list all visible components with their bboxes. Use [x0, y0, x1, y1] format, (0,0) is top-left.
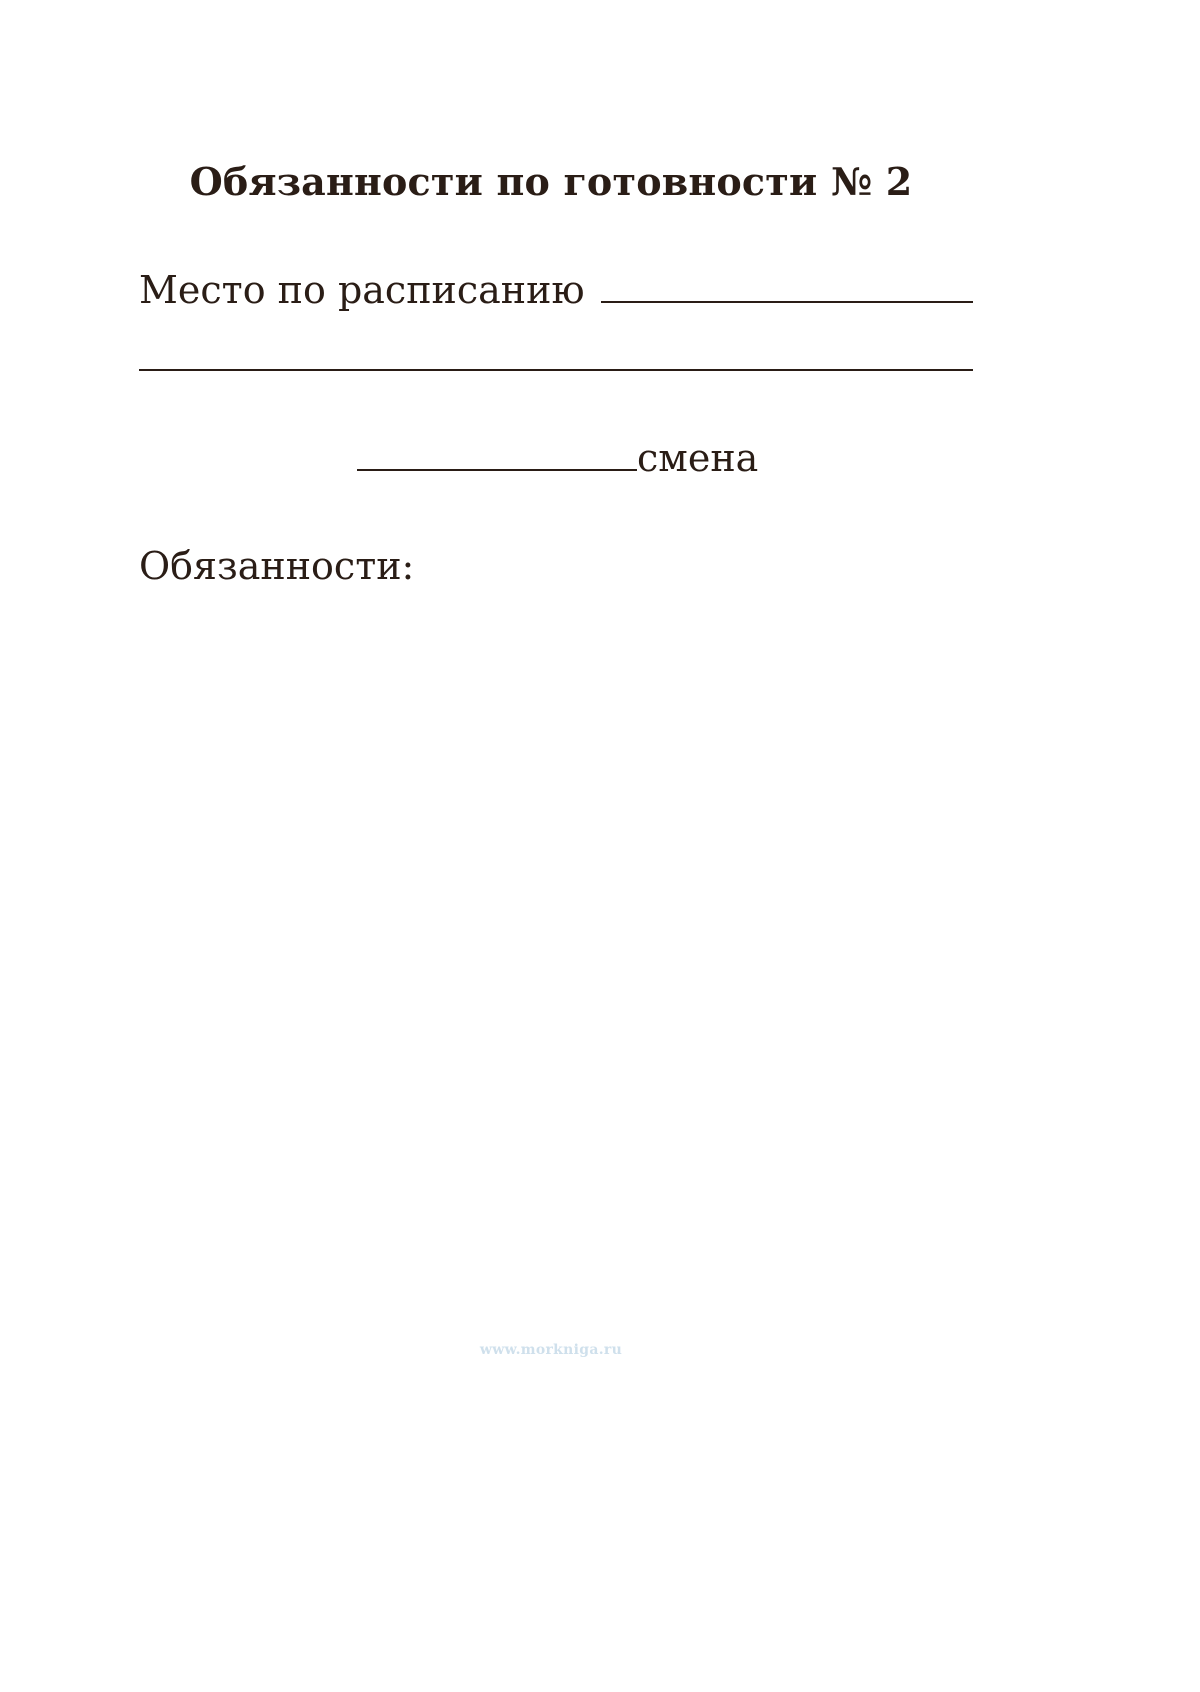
place-blank-line	[601, 301, 973, 303]
shift-label: смена	[637, 436, 759, 480]
page-title: Обязанности по готовности № 2	[189, 159, 913, 204]
place-field-row	[139, 266, 973, 314]
shift-blank-line	[357, 469, 637, 471]
shift-field-row	[357, 434, 758, 482]
place-blank-line-continuation	[139, 369, 973, 371]
duties-heading: Обязанности:	[139, 544, 415, 588]
place-label: Место по расписанию	[139, 268, 585, 312]
watermark: www.morkniga.ru	[479, 1342, 623, 1358]
